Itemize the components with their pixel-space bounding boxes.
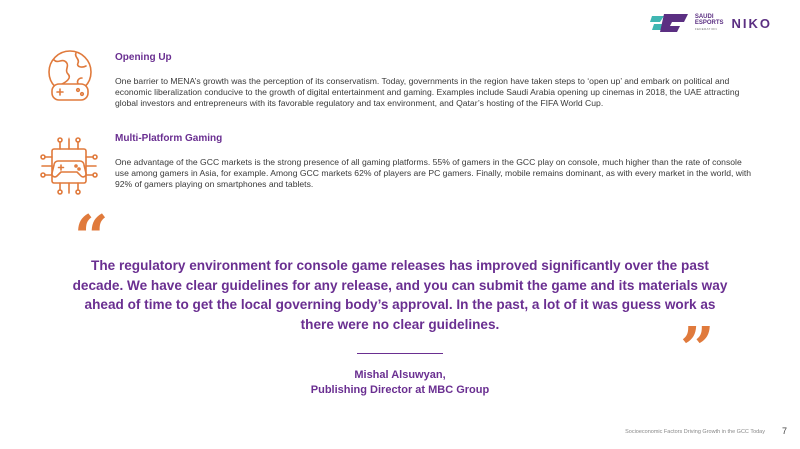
page-number: 7	[781, 426, 787, 436]
sef-mark-icon	[650, 12, 692, 34]
author-title: Publishing Director at MBC Group	[310, 384, 490, 396]
sef-line2: ESPORTS	[694, 20, 724, 26]
section-body: One advantage of the GCC markets is the strong presence of all gaming platforms. 55% of gamers in the GCC play on console, much higher than the rate of console use among gamers in Asia, for example. Among GCC markets 62% of players are PC gamers. Finally, mobile remains dominant, as with every market in the world, with 92% of gamers playing on smartphones and tablets.	[115, 157, 752, 189]
footer-report-title: Socioeconomic Factors Driving Growth in the GCC Today	[625, 429, 765, 435]
header-logos	[650, 12, 772, 34]
author-name: Mishal Alsuwyan,	[354, 369, 446, 381]
section-title: Multi-Platform Gaming	[115, 133, 223, 144]
close-quote-mark: ”	[680, 315, 715, 385]
open-quote-mark: “	[74, 203, 109, 273]
saudi-esports-federation-logo	[650, 12, 724, 34]
sef-line1: SAUDI	[694, 14, 714, 20]
connected-gamepad-icon	[38, 135, 100, 197]
section-opening-up	[115, 52, 755, 109]
sef-line3: FEDERATION	[694, 27, 717, 31]
author-divider	[357, 353, 443, 354]
globe-gamepad-icon	[42, 48, 98, 104]
pull-quote: The regulatory environment for console game releases has improved significantly over the past decade. We have clear guidelines for any release, and you can submit the game and its materials way ahead of time to get the local governing body’s approval. In the past, a lot of it was guess work as there were no clear guidelines.	[72, 258, 728, 332]
section-multi-platform-gaming	[115, 133, 755, 190]
section-body: One barrier to MENA’s growth was the perception of its conservatism. Today, governments in the region have taken steps to ‘open up’ and embark on political and economic liberalization conducive to the growth of digital entertainment and gaming. Examples include Saudi Arabia opening up cinemas in 2018, the UAE attracting global investors and entrepreneurs with its favorable regulatory and tax environment, and Qatar’s hosting of the FIFA World Cup.	[115, 76, 740, 108]
section-title: Opening Up	[115, 52, 172, 63]
quote-author	[200, 368, 600, 398]
niko-logo: NIKO	[731, 15, 772, 31]
